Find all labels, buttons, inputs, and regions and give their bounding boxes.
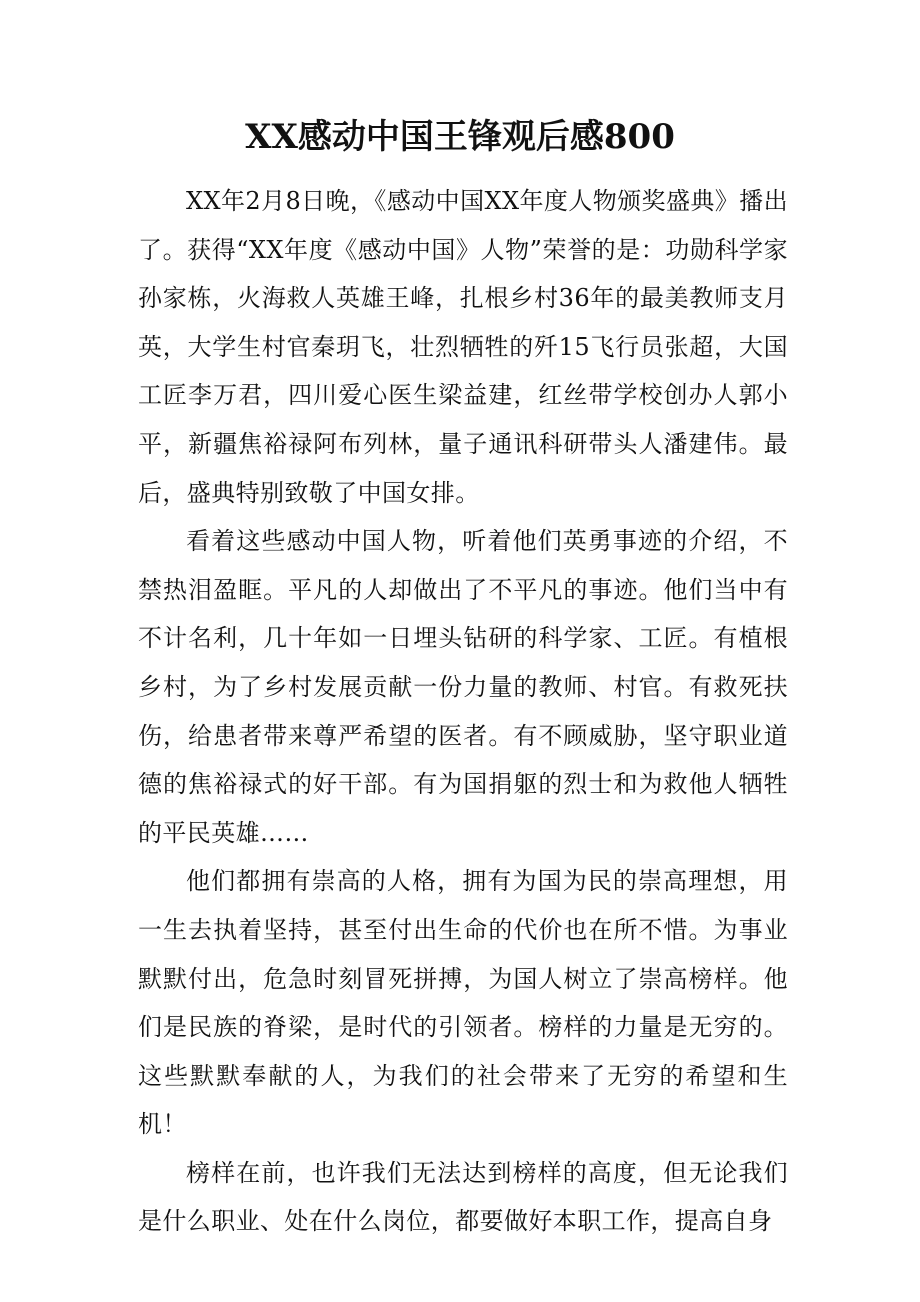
paragraph-4: 榜样在前，也许我们无法达到榜样的高度，但无论我们是什么职业、处在什么岗位，都要做好本职工作，提高自身 bbox=[138, 1158, 788, 1236]
document-title: XX感动中国王锋观后感800 bbox=[245, 117, 675, 157]
paragraph-3: 他们都拥有崇高的人格，拥有为国为民的崇高理想，用一生去执着坚持，甚至付出生命的代价也在所不惜。为事业默默付出，危急时刻冒死拼搏，为国人树立了崇高榜样。他们是民族的脊梁，是时代的引领者。榜样的力量是无穷的。这些默默奉献的人，为我们的社会带来了无穷的希望和生机！ bbox=[138, 867, 788, 1139]
paragraph-1: XX年2月8日晚，《感动中国XX年度人物颁奖盛典》播出了。获得“XX年度《感动中国》人物”荣誉的是：功勋科学家孙家栋，火海救人英雄王峰，扎根乡村36年的最美教师支月英，大学生村官秦玥飞，壮烈牺牲的歼15飞行员张超，大国工匠李万君，四川爱心医生梁益建，红丝带学校创办人郭小平，新疆焦裕禄阿布列林，量子通讯科研带头人潘建伟。最后，盛典特别致敬了中国女排。 bbox=[138, 187, 788, 507]
document-body bbox=[138, 177, 788, 1246]
paragraph-2: 看着这些感动中国人物，听着他们英勇事迹的介绍，不禁热泪盈眶。平凡的人却做出了不平凡的事迹。他们当中有不计名利，几十年如一日埋头钻研的科学家、工匠。有植根乡村，为了乡村发展贡献一份力量的教师、村官。有救死扶伤，给患者带来尊严希望的医者。有不顾威胁，坚守职业道德的焦裕禄式的好干部。有为国捐躯的烈士和为救他人牺牲的平民英雄…… bbox=[138, 527, 788, 847]
